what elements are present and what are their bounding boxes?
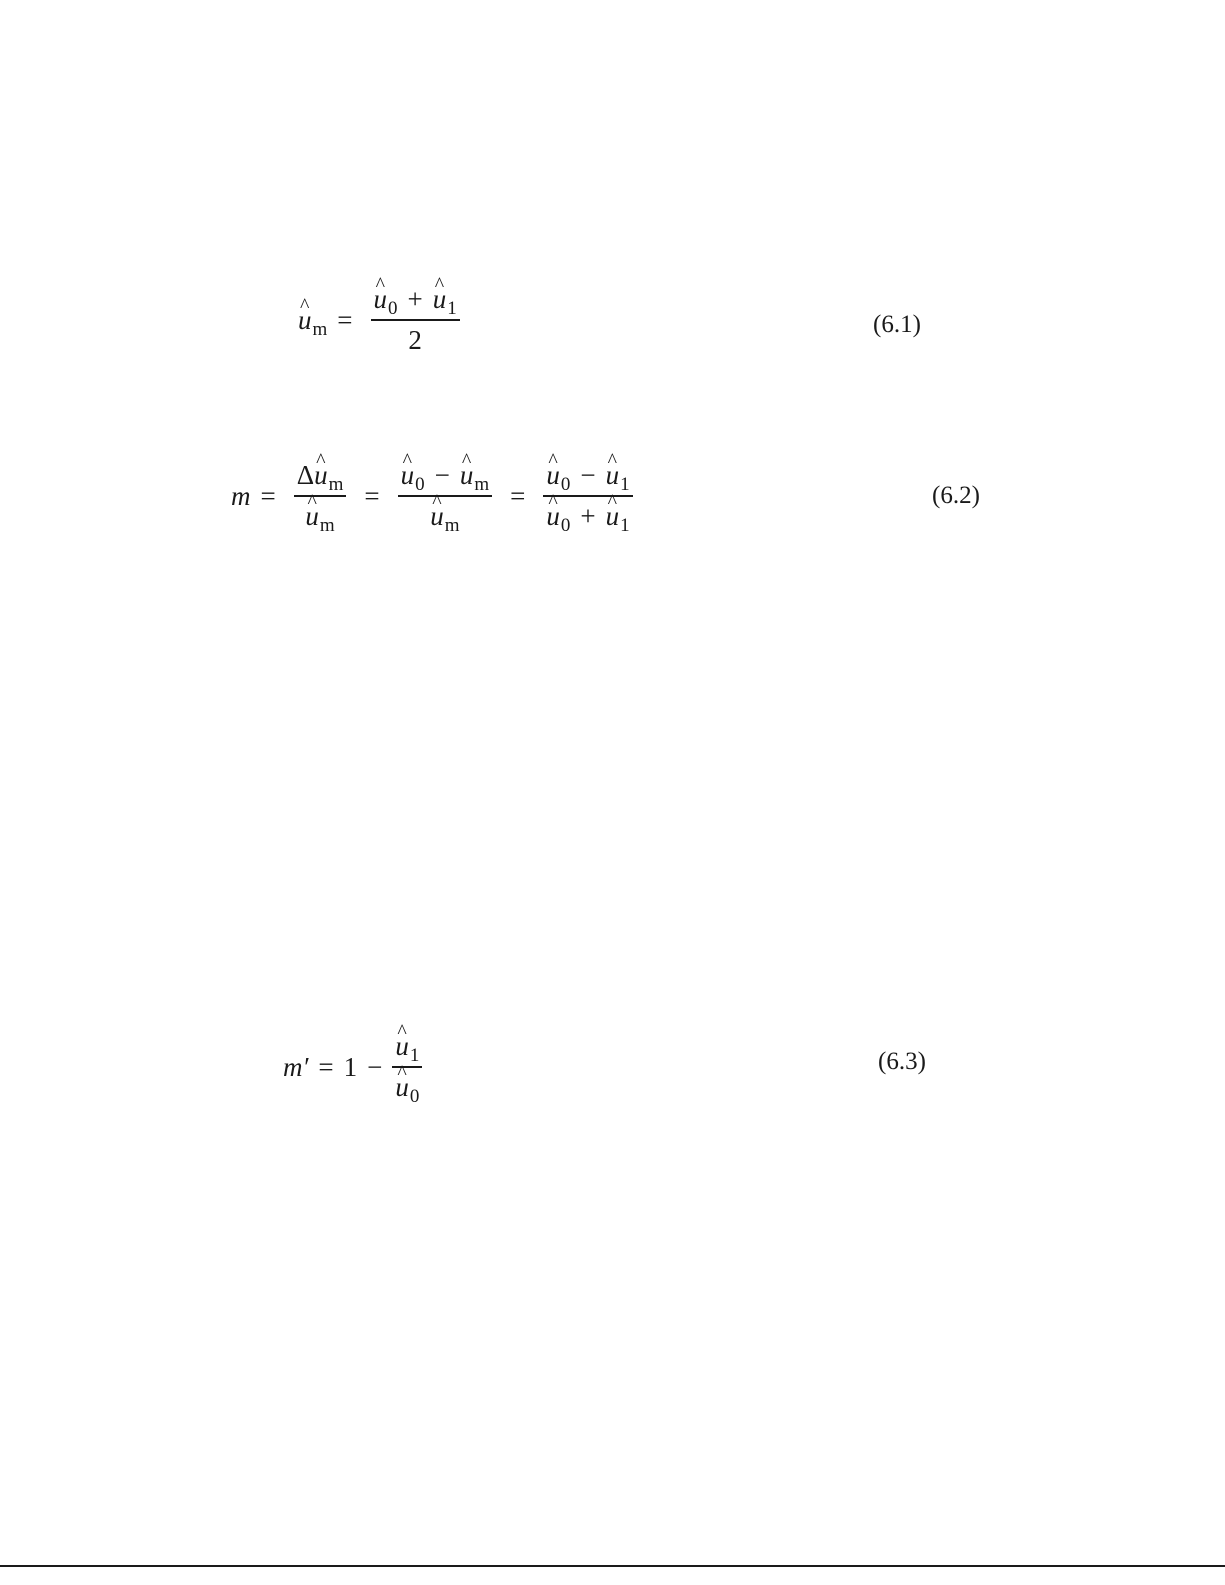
eq2-equals-3: = [510, 480, 526, 511]
page-bottom-rule [0, 1565, 1225, 1567]
eq1-numerator: ^ u 0 + ^ u 1 [371, 286, 460, 319]
equation-number-6-3: (6.3) [878, 1048, 926, 1075]
eq1-fraction [371, 286, 460, 354]
equation-6-2 [231, 460, 641, 536]
eq2-lhs: m [231, 480, 251, 511]
equation-number-6-2: (6.2) [932, 482, 980, 509]
eq2-fraction-1: Δ ^ u m ^ u m [294, 462, 347, 530]
eq2-fraction-3: ^ u 0 − ^ u 1 ^ u 0 + ^ u 1 [543, 462, 632, 530]
eq1-lhs: ^ u m [298, 307, 327, 334]
eq3-equals: = [318, 1051, 334, 1082]
equation-6-3 [283, 1031, 430, 1107]
equation-6-1 [298, 286, 468, 354]
eq3-lhs: m′ [283, 1051, 309, 1082]
eq2-equals-1: = [260, 480, 276, 511]
eq2-equals-2: = [364, 480, 380, 511]
eq1-equals: = [337, 304, 353, 335]
equation-number-6-1: (6.1) [873, 311, 921, 338]
eq3-one: 1 [343, 1051, 358, 1082]
eq2-fraction-2: ^ u 0 − ^ u m ^ u m [398, 462, 493, 530]
eq1-denominator: 2 [408, 325, 422, 355]
eq3-minus: − [367, 1051, 383, 1082]
eq3-fraction: ^ u 1 ^ u 0 [392, 1033, 422, 1101]
